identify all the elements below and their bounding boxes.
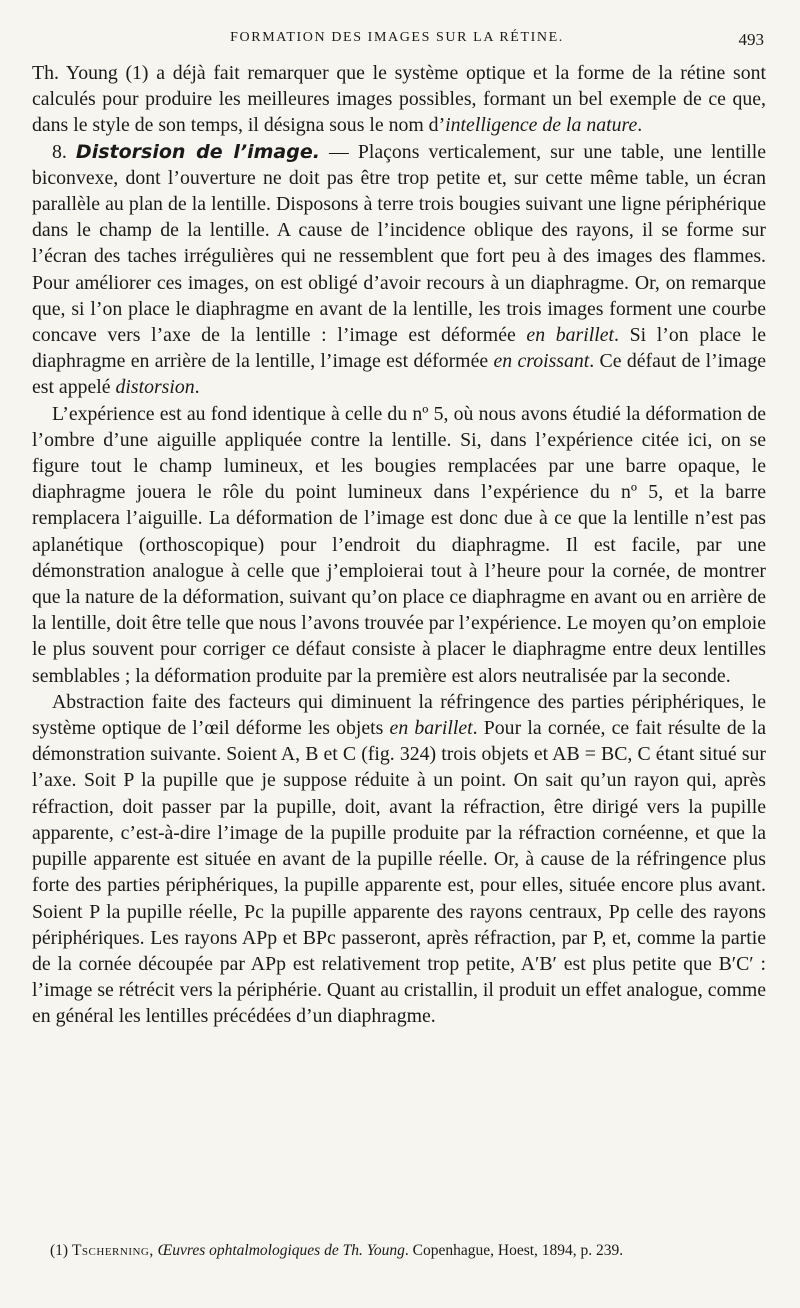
text-run: — Plaçons verticalement, sur une table, une lentille biconvexe, dont l’ouverture ne doit pas être trop petite et, sur cette même table, un écran parallèle au plan de la lentille. Disposons à terre trois bougies suivant une ligne périphérique dans le champ de la lentille. A cause de l’incidence oblique des rayons, il se forme sur l’écran des taches irrégulières qui ne ressemblent que fort peu à des images des flammes. Pour améliorer ces images, on est obligé d’avoir recours à un diaphragme. Or, on remarque que, si l’on place le diaphragme en avant de la lentille, les trois images forment une courbe concave vers l’axe de la lentille : l’image est déformée: [32, 140, 766, 347]
footnote-title: Œuvres ophtalmologiques de Th. Young: [157, 1242, 405, 1259]
footnote: [32, 1240, 766, 1262]
italic-phrase: en barillet: [389, 717, 473, 740]
page-header: [30, 30, 764, 54]
paragraph-section-8: [32, 139, 766, 401]
text-run: Abstraction faite des facteurs qui diminuent la réfringence des parties périphériques, le système optique de l’œil déforme les objets: [32, 690, 766, 740]
body-text: [32, 60, 766, 1030]
footnote-marker: (1): [50, 1242, 69, 1259]
italic-phrase: en barillet: [526, 324, 615, 347]
text-run: Th. Young (1) a déjà fait remarquer que le système optique et la forme de la rétine sont calculés pour produire les meilleures images possibles, formant un bel exemple de ce que, dans le style de son temps, il désigna sous le nom d’: [32, 62, 766, 137]
paragraph-intro: [32, 60, 766, 139]
paragraph-experience: L’expérience est au fond identique à celle du nº 5, où nous avons étudié la déformation de l’ombre d’une aiguille appliquée contre la lentille. Si, dans l’expérience citée ici, on se figure tout le champ lumineux, et les bougies remplacées par une barre opaque, le diaphragme jouera le rôle du point lumineux dans l’expérience du nº 5, et la barre remplacera l’aiguille. La déformation de l’image est donc due à ce que la lentille n’est pas aplanétique (orthoscopique) pour l’endroit du diaphragme. Il est facile, par une démonstration analogue à celle que j’emploierai tout à l’heure pour la cornée, de montrer que la nature de la déformation, suivant qu’on place ce diaphragme en avant ou en arrière de la lentille, doit être telle que nous l’avons trouvée par l’expérience. Le moyen qu’on emploie le plus souvent pour corriger ce défaut consiste à placer le diaphragme entre deux lentilles semblables ; la déformation produite par la première est alors neutralisée par la seconde.: [32, 402, 766, 687]
paragraph-abstraction: [32, 689, 766, 1030]
section-title: Distorsion de l’image.: [75, 140, 320, 163]
running-title: FORMATION DES IMAGES SUR LA RÉTINE.: [230, 30, 564, 45]
text-run: . Ce défaut de l’image est appelé: [32, 350, 767, 399]
footnote-rest: . Copenhague, Hoest, 1894, p. 239.: [404, 1242, 624, 1259]
italic-phrase: distorsion: [115, 376, 195, 399]
text-run: . Pour la cornée, ce fait résulte de la démonstration suivante. Soient A, B et C (fig. 324) trois objets et AB = BC, C étant situé sur l’axe. Soit P la pupille que je suppose réduite à un point. On sait qu’un rayon qui, après réfraction, doit passer par la pupille, doit, avant la réfraction, être dirigé vers la pupille apparente, c’est-à-dire l’image de la pupille produite par la réfraction cornéenne, et que la pupille apparente est située en avant de la pupille réelle. Or, à cause de la réfringence plus forte des parties périphériques, la pupille apparente est, pour elles, située encore plus avant. Soient P la pupille réelle, Pc la pupille apparente des rayons centraux, Pp celle des rayons périphériques. Les rayons APp et BPc passeront, après réfraction, par P, et, comme la partie de la cornée découpée par APp est relativement trop petite, A′B′ est plus petite que B′C′ : l’image se rétrécit vers la périphérie. Quant au cristallin, il produit un effet analogue, comme en général les lentilles précédées d’un diaphragme.: [32, 717, 767, 1028]
text-run: .: [637, 114, 643, 137]
footnote-author: Tscherning,: [71, 1242, 154, 1259]
italic-phrase: intelligence de la nature: [445, 114, 638, 137]
section-number: 8.: [52, 140, 67, 163]
page-number: 493: [738, 30, 764, 49]
italic-phrase: en croissant: [493, 350, 590, 373]
text-run: . Si l’on place le diaphragme en arrière de la lentille, l’image est déformée: [32, 324, 767, 373]
text-run: .: [194, 376, 200, 399]
